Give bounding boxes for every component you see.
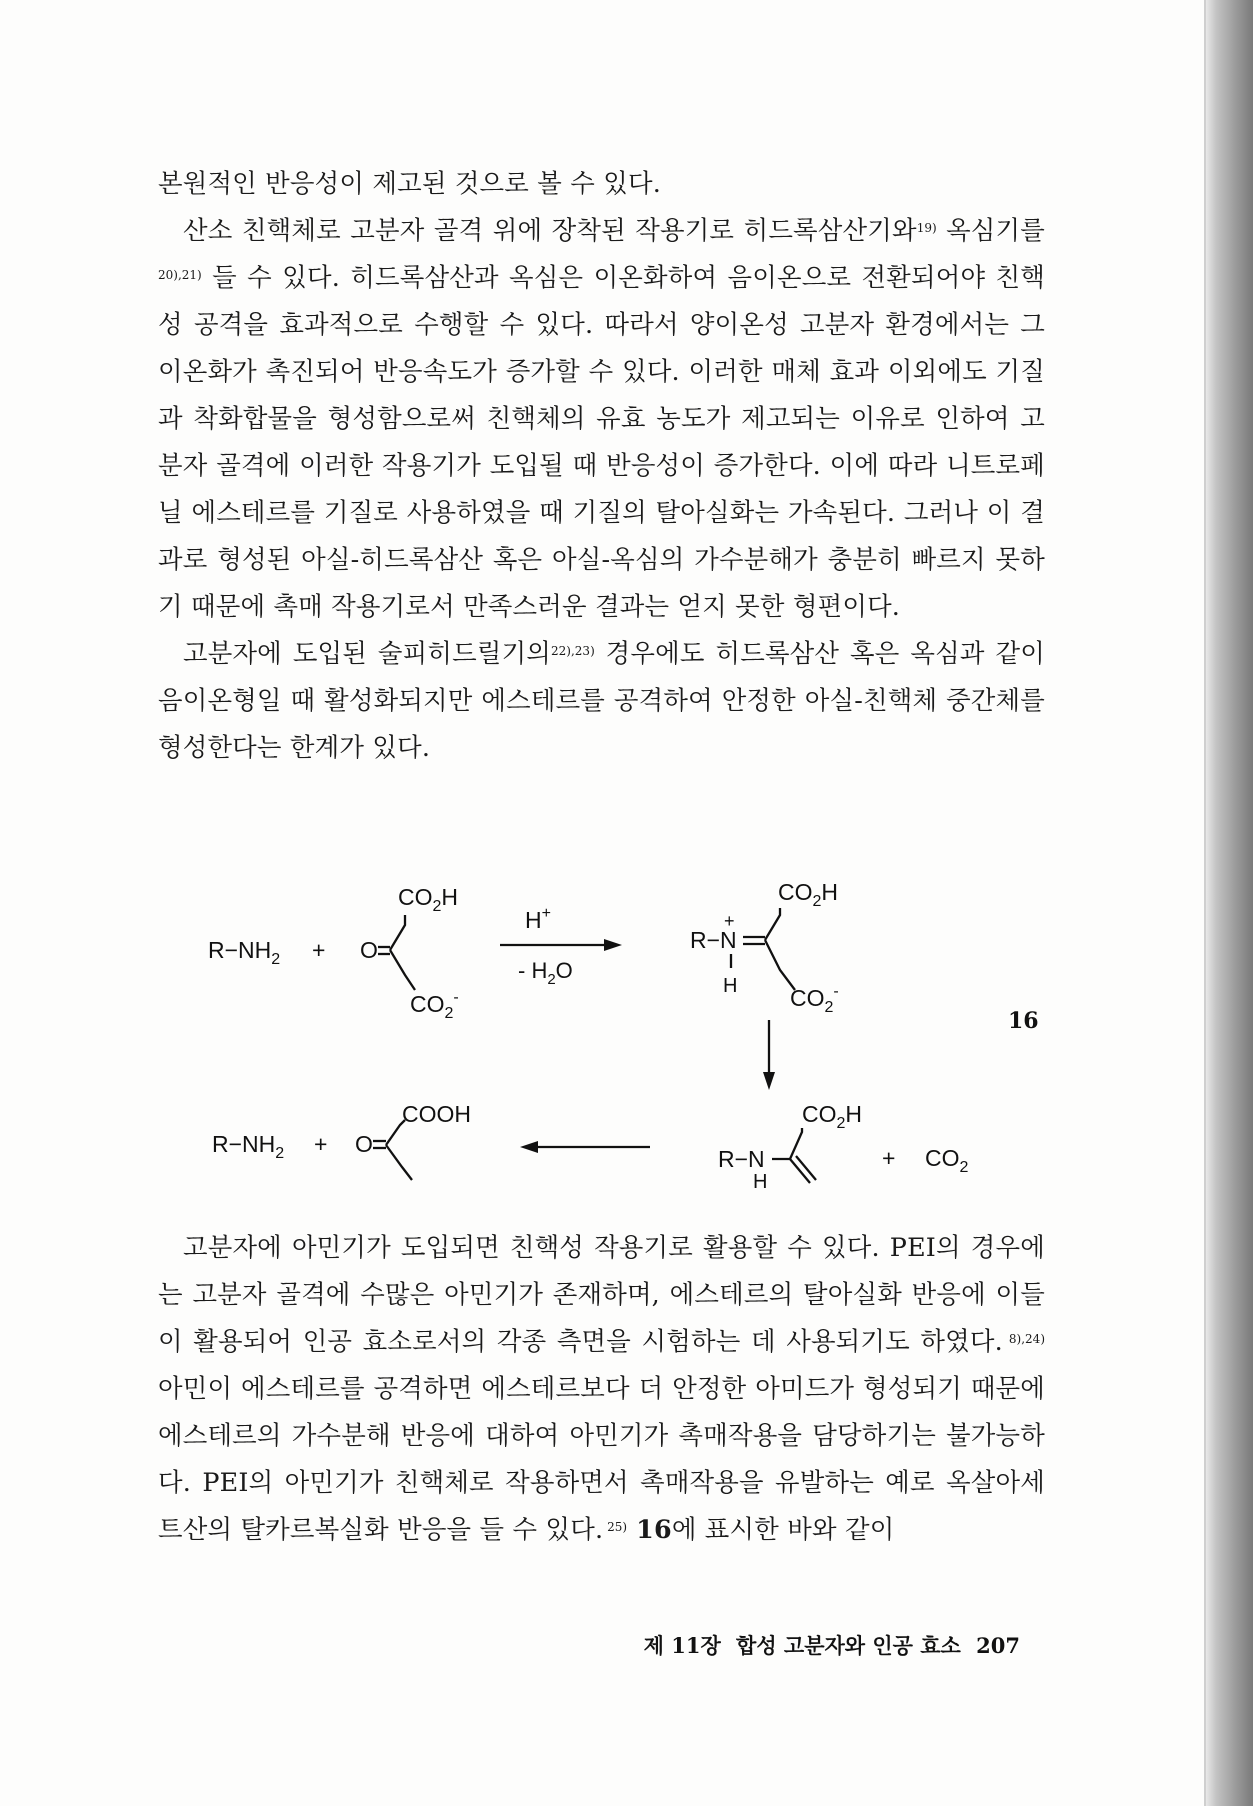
pyruvate-bonds (373, 1120, 412, 1180)
chapter-title: 합성 고분자와 인공 효소 (736, 1633, 961, 1658)
scheme-reference-16: 16 (627, 1514, 672, 1544)
paragraph-oxygen-nucleophile: 산소 친핵체로 고분자 골격 위에 장착된 작용기로 히드록삼산기와$^{19)}$ 옥심기를$^{20),21)}$ 들 수 있다. 히드록삼산과 옥심은 이온화하여 음이온으로 전환되어야 친핵성 공격을 효과적으로 수행할 수 있다. 따라서 양이온성 고분자 환경에서는 그 이온화가 촉진되어 반응속도가 증가할 수 있다. 이러한 매체 효과 이외에도 기질과 착화합물을 형성함으로써 친핵체의 유효 농도가 제고되는 이유로 인하여 고분자 골격에 이러한 작용기가 도입될 때 반응성이 증가한다. 이에 따라 니트로페닐 에스테르를 기질로 사용하였을 때 기질의 탈아실화는 가속된다. 그러나 이 결과로 형성된 아실-히드록삼산 혹은 아실-옥심의 가수분해가 충분히 빠르지 못하기 때문에 촉매 작용기로서 만족스러운 결과는 얻지 못한 형편이다. (158, 215, 1045, 621)
scheme-number: 16 (1008, 1008, 1039, 1034)
enamine-nitrogen: R−N (718, 1146, 765, 1172)
page-footer (600, 1630, 1020, 1660)
down-arrowhead (763, 1072, 775, 1090)
plus-sign-3: + (882, 1145, 896, 1171)
forward-arrowhead (604, 939, 622, 951)
iminium-charge: + (724, 911, 735, 931)
plus-sign-2: + (314, 1131, 328, 1157)
reference-25: 25) (603, 1520, 628, 1534)
enamine-hydrogen: H (753, 1171, 768, 1193)
carbon-dioxide: $CO_2$ (925, 1145, 969, 1176)
reference-8-24: 8),24) (1002, 1332, 1045, 1346)
iminium-hydrogen: H (723, 975, 738, 997)
iminium-nitrogen: R−N (690, 927, 737, 953)
oxo-oxygen: O (360, 937, 378, 963)
water-loss-label: - $H_2O$ (518, 958, 573, 988)
paragraph-amine: 고분자에 아민기가 도입되면 친핵성 작용기로 활용할 수 있다. PEI의 경우에는 고분자 골격에 수많은 아민기가 존재하며, 에스테르의 탈아실화 반응에 이들이 활용되어 인공 효소로서의 각종 측면을 시험하는 데 사용되기도 하였다. $^{8),24)}$ 아민이 에스테르를 공격하면 에스테르보다 더 안정한 아미드가 형성되기 때문에 에스테르의 가수분해 반응에 대하여 아민기가 촉매작용을 담당하기는 불가능하다. PEI의 아민기가 친핵체로 작용하면서 촉매작용을 유발하는 예로 옥살아세트산의 탈카르복실화 반응을 들 수 있다. $^{25)}$ 16에 표시한 바와 같이 (158, 1232, 1045, 1544)
page-edge-shadow (1206, 0, 1253, 1806)
page-number: 207 (976, 1633, 1020, 1658)
iminium-bonds (743, 908, 795, 990)
reverse-arrowhead (520, 1141, 538, 1153)
reference-22-23: 22),23) (551, 644, 595, 658)
product-amine: $R-NH_2$ (212, 1131, 285, 1162)
enamine-bonds (772, 1128, 816, 1183)
reference-19: 19) (916, 221, 937, 235)
carboxylate-group: $CO_2^-$ (410, 989, 459, 1022)
chapter-label: 제 11장 (643, 1633, 721, 1658)
oxaloacetate-bonds (378, 915, 415, 990)
iminium-carboxyl: $CO_2H$ (778, 879, 839, 910)
iminium-carboxylate: $CO_2^-$ (790, 983, 839, 1016)
carboxyl-group: $CO_2H$ (398, 884, 459, 915)
plus-sign: + (312, 937, 326, 963)
reactant-amine: $R-NH_2$ (208, 937, 281, 968)
body-text-top (158, 160, 1045, 771)
body-text-bottom (158, 1224, 1045, 1553)
enamine-carboxyl: $CO_2H$ (802, 1101, 863, 1132)
acid-catalyst-label: H+ (525, 905, 551, 933)
reference-20-21: 20),21) (158, 268, 202, 282)
reaction-scheme (190, 870, 1060, 1205)
pyruvate-oxygen: O (355, 1131, 373, 1157)
paragraph-continuation: 본원적인 반응성이 제고된 것으로 볼 수 있다. (158, 168, 661, 198)
pyruvic-carboxyl: COOH (402, 1101, 471, 1127)
paragraph-sulfhydryl: 고분자에 도입된 술피히드릴기의$^{22),23)}$ 경우에도 히드록삼산 혹은 옥심과 같이 음이온형일 때 활성화되지만 에스테르를 공격하여 안정한 아실-친핵체 중간체를 형성한다는 한계가 있다. (158, 638, 1045, 762)
